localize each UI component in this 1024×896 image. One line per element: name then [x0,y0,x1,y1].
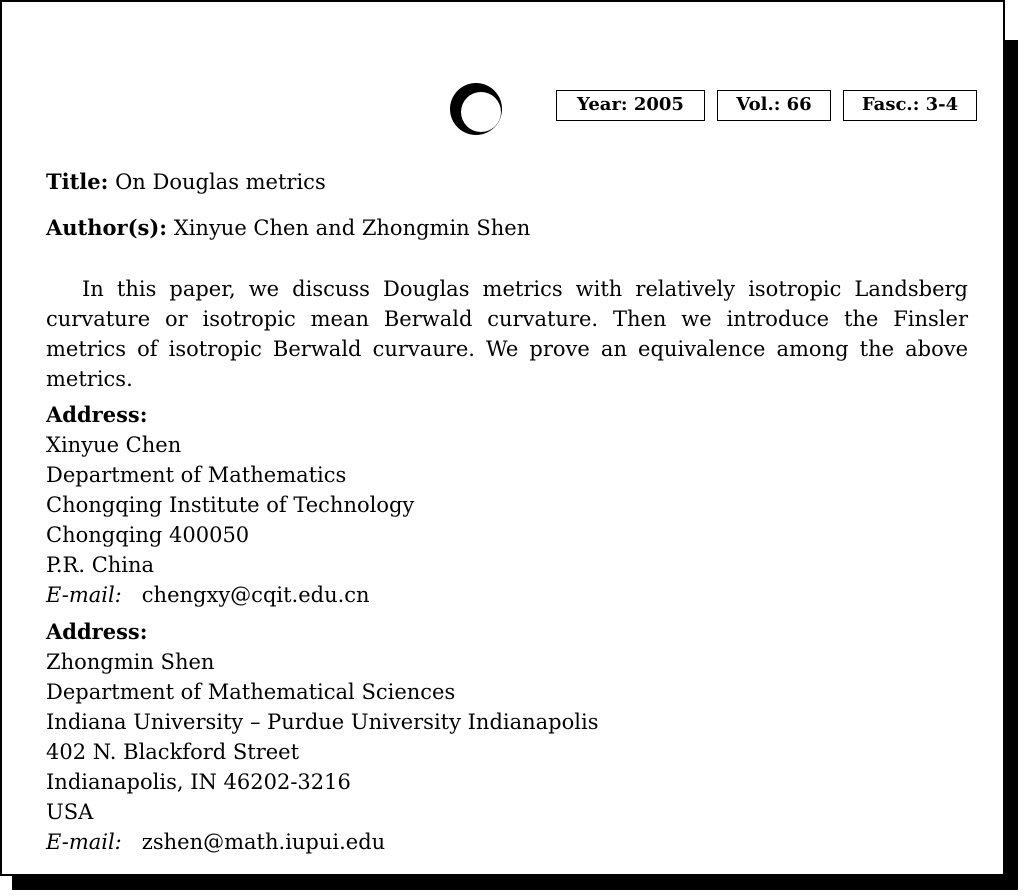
email-address[interactable]: chengxy@cqit.edu.cn [141,583,370,607]
email-line [46,580,370,610]
title-line [46,167,326,197]
email-line [46,827,385,857]
address-line: Chongqing 400050 [46,523,250,547]
email-label: E-mail: [46,583,122,607]
authors-label: Author(s): [46,215,168,240]
address-line: P.R. China [46,553,155,577]
year-box: Year: 2005 [556,90,705,121]
address-line: Chongqing Institute of Technology [46,493,415,517]
address-label: Address: [46,619,148,644]
abstract: In this paper, we discuss Douglas metrics with relatively isotropic Landsberg curvature or isotropic mean Berwald curvature. Then we introduce the Finsler metrics of isotropic Berwald curvaure. We prove an equivalence among the above metrics. [46,277,968,391]
journal-logo-icon [448,81,504,137]
address-line: Xinyue Chen [46,433,182,457]
address-line: Department of Mathematics [46,463,347,487]
address-label: Address: [46,402,148,427]
paper-authors: Xinyue Chen and Zhongmin Shen [173,216,531,240]
address-line: Indiana University – Purdue University Indianapolis [46,710,599,734]
fascicle-box: Fasc.: 3-4 [843,90,977,121]
address-line: USA [46,800,94,824]
email-address[interactable]: zshen@math.iupui.edu [141,830,386,854]
volume-box: Vol.: 66 [717,90,831,121]
title-label: Title: [46,169,109,194]
address-line: Indianapolis, IN 46202-3216 [46,770,351,794]
paper-title: On Douglas metrics [115,170,326,194]
address-line: 402 N. Blackford Street [46,740,300,764]
address-line: Zhongmin Shen [46,650,215,674]
email-label: E-mail: [46,830,122,854]
authors-line [46,213,530,243]
address-line: Department of Mathematical Sciences [46,680,456,704]
